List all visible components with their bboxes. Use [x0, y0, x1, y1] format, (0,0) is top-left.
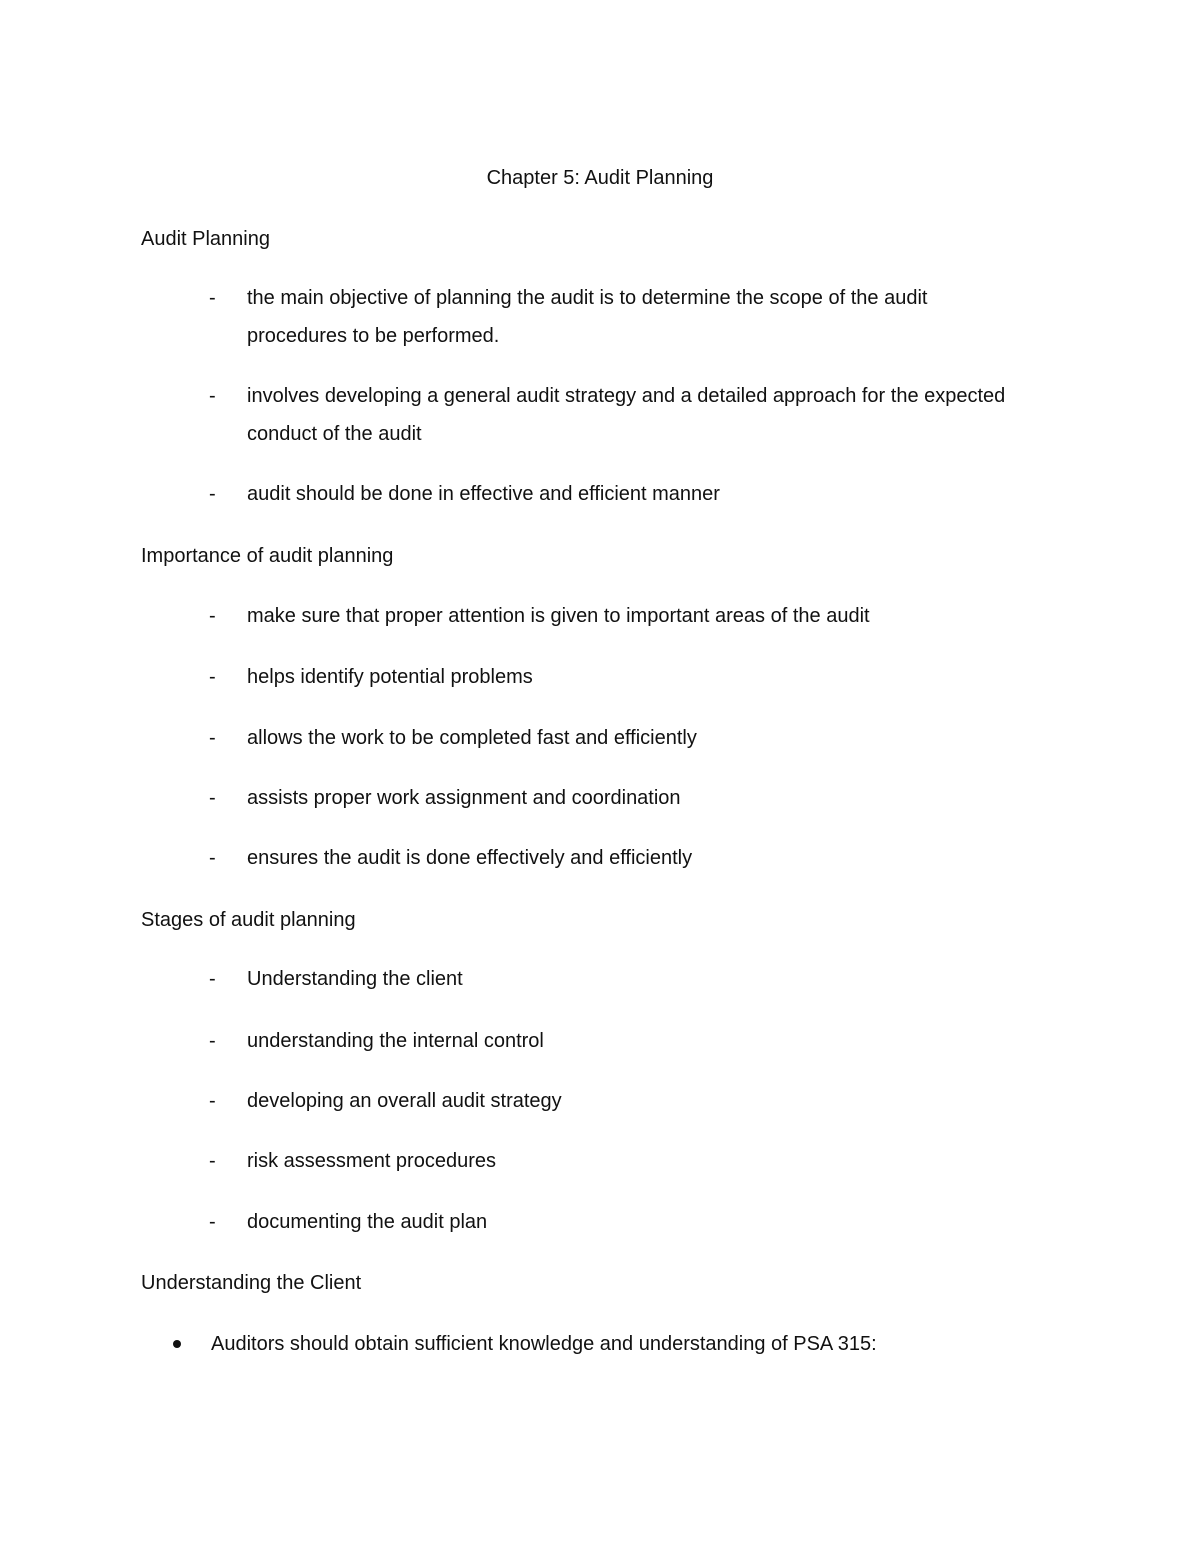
list-item-text: assists proper work assignment and coordination [247, 787, 681, 809]
list-item-text: involves developing a general audit strategy and a detailed approach for the expected conduct of the audit [247, 385, 1006, 445]
section-heading-importance: Importance of audit planning [141, 545, 394, 567]
dash-marker: - [209, 1150, 216, 1172]
list-item-text: ensures the audit is done effectively and efficiently [247, 847, 693, 869]
dash-marker: - [209, 847, 216, 869]
list-item-text: documenting the audit plan [247, 1211, 488, 1233]
list-item [209, 280, 1009, 355]
dash-marker: - [209, 727, 216, 749]
list-item [209, 378, 1009, 453]
list-item-text: helps identify potential problems [247, 666, 533, 688]
dash-marker: - [209, 287, 216, 309]
dash-marker: - [209, 1090, 216, 1112]
section-heading-audit-planning: Audit Planning [141, 228, 270, 250]
dash-marker: - [209, 968, 216, 990]
section-heading-understanding-client: Understanding the Client [141, 1272, 362, 1294]
dash-marker: - [209, 1030, 216, 1052]
document-title: Chapter 5: Audit Planning [486, 167, 714, 189]
dash-marker: - [209, 385, 216, 407]
dash-marker: - [209, 605, 216, 627]
bullet-item-text: Auditors should obtain sufficient knowledge and understanding of PSA 315: [211, 1333, 877, 1355]
dash-marker: - [209, 1211, 216, 1233]
list-item-text: the main objective of planning the audit is to determine the scope of the audit procedures to be performed. [247, 287, 928, 347]
list-item-text: Understanding the client [247, 968, 463, 990]
list-item-text: audit should be done in effective and efficient manner [247, 483, 720, 505]
list-item-text: understanding the internal control [247, 1030, 544, 1052]
list-item-text: developing an overall audit strategy [247, 1090, 562, 1112]
dash-marker: - [209, 787, 216, 809]
dash-marker: - [209, 666, 216, 688]
list-item-text: risk assessment procedures [247, 1150, 496, 1172]
list-item-text: allows the work to be completed fast and efficiently [247, 727, 697, 749]
list-item-text: make sure that proper attention is given to important areas of the audit [247, 605, 870, 627]
bullet-dot-icon [173, 1340, 181, 1348]
section-heading-stages: Stages of audit planning [141, 909, 356, 931]
dash-marker: - [209, 483, 216, 505]
